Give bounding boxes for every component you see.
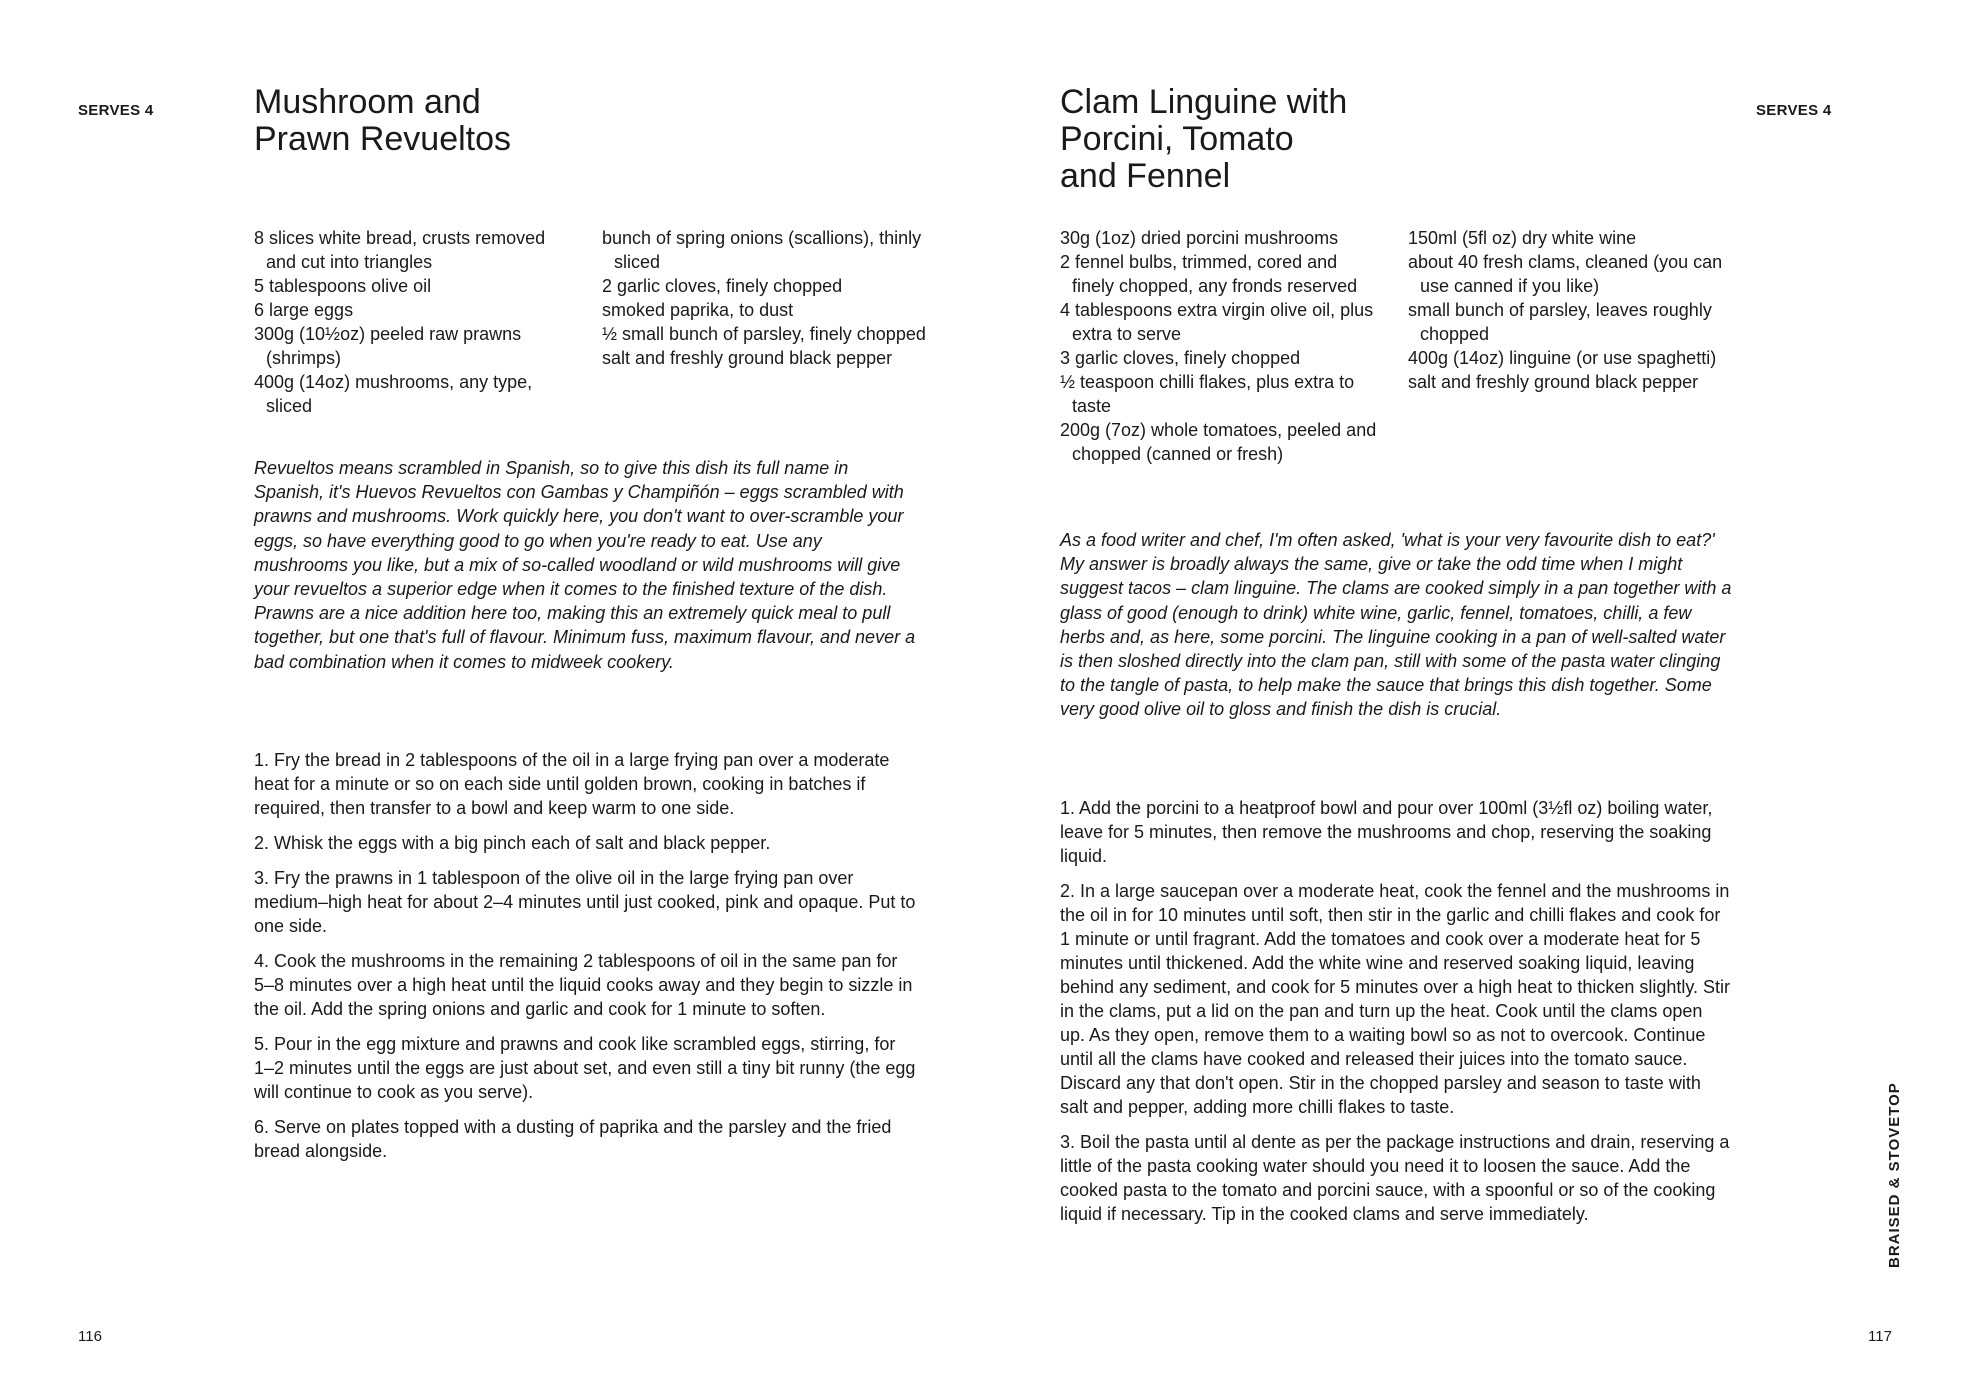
method-step: 5. Pour in the egg mixture and prawns and cook like scrambled eggs, stirring, for 1–2 minutes until the eggs are just about set, and even still a tiny bit runny (the egg will continue to cook as you serve). <box>254 1034 916 1102</box>
ingredient-item: 4 tablespoons extra virgin olive oil, plus extra to serve <box>1060 300 1374 344</box>
title-line: Mushroom and <box>254 83 481 121</box>
ingredient-item: ½ teaspoon chilli flakes, plus extra to taste <box>1060 372 1355 416</box>
section-label-vertical: BRAISED & STOVETOP <box>1886 1082 1903 1268</box>
ingredient-item: 400g (14oz) linguine (or use spaghetti) <box>1408 348 1717 368</box>
title-line: Porcini, Tomato <box>1060 120 1294 158</box>
ingredient-item: 2 garlic cloves, finely chopped <box>602 276 843 296</box>
ingredient-item: 30g (1oz) dried porcini mushrooms <box>1060 228 1339 248</box>
method-step: 2. Whisk the eggs with a big pinch each of salt and black pepper. <box>254 833 771 853</box>
method-step: 1. Fry the bread in 2 tablespoons of the oil in a large frying pan over a moderate heat for a minute or so on each side until golden brown, cooking in batches if required, then transfer to a bowl and keep warm to one side. <box>254 750 890 818</box>
serves-label-right: SERVES 4 <box>1756 102 1832 119</box>
recipe-title-left <box>254 84 511 158</box>
ingredient-item: 5 tablespoons olive oil <box>254 276 432 296</box>
ingredient-item: 300g (10½oz) peeled raw prawns (shrimps) <box>254 324 522 368</box>
ingredient-item: 6 large eggs <box>254 300 354 320</box>
recipe-title-right <box>1060 84 1347 195</box>
ingredient-item: about 40 fresh clams, cleaned (you can use canned if you like) <box>1408 252 1723 296</box>
serves-label-left: SERVES 4 <box>78 102 154 119</box>
recipe-intro-right: As a food writer and chef, I'm often asked, 'what is your very favourite dish to eat?' My answer is broadly always the same, give or take the odd time when I might suggest tacos – clam linguine. The clams are cooked simply in a pan together with a glass of good (enough to drink) white wine, garlic, fennel, tomatoes, chilli, a few herbs and, as here, some porcini. The linguine cooking in a pan of well-salted water is then sloshed directly into the clam pan, still with some of the pasta water clinging to the tangle of pasta, to help make the sauce that brings this dish together. Some very good olive oil to gloss and finish the dish is crucial. <box>1060 530 1732 720</box>
method-steps-left <box>254 748 920 1174</box>
ingredient-item: 3 garlic cloves, finely chopped <box>1060 348 1301 368</box>
method-step: 6. Serve on plates topped with a dusting of paprika and the parsley and the fried bread alongside. <box>254 1117 892 1161</box>
ingredient-item: 150ml (5fl oz) dry white wine <box>1408 228 1637 248</box>
ingredients-list-right-col1 <box>1060 226 1378 466</box>
ingredient-item: salt and freshly ground black pepper <box>602 348 893 368</box>
page-number-left: 116 <box>78 1328 102 1345</box>
method-step: 2. In a large saucepan over a moderate heat, cook the fennel and the mushrooms in the oil in for 10 minutes until soft, then stir in the garlic and chilli flakes and cook for 1 minute or until fragrant. Add the tomatoes and cook over a moderate heat for 5 minutes until thickened. Add the white wine and reserved soaking liquid, leaving behind any sediment, and cook for 5 minutes over a high heat to thicken slightly. Stir in the clams, put a lid on the pan and turn up the heat. Cook until the clams open up. As they open, remove them to a waiting bowl so as not to overcook. Continue until all the clams have cooked and released their juices into the tomato sauce. Discard any that don't open. Stir in the chopped parsley and season to taste with salt and pepper, adding more chilli flakes to taste. <box>1060 881 1731 1117</box>
ingredient-item: small bunch of parsley, leaves roughly chopped <box>1408 300 1712 344</box>
title-line: Clam Linguine with <box>1060 83 1348 121</box>
ingredient-item: salt and freshly ground black pepper <box>1408 372 1699 392</box>
ingredient-item: 8 slices white bread, crusts removed and cut into triangles <box>254 228 546 272</box>
ingredient-item: 2 fennel bulbs, trimmed, cored and finely chopped, any fronds reserved <box>1060 252 1358 296</box>
ingredient-item: 200g (7oz) whole tomatoes, peeled and chopped (canned or fresh) <box>1060 420 1377 464</box>
method-step: 1. Add the porcini to a heatproof bowl and pour over 100ml (3½fl oz) boiling water, leave for 5 minutes, then remove the mushrooms and chop, reserving the soaking liquid. <box>1060 798 1713 866</box>
recipe-intro-left: Revueltos means scrambled in Spanish, so to give this dish its full name in Spanish, it's Huevos Revueltos con Gambas y Champiñón – eggs scrambled with prawns and mushrooms. Work quickly here, you don't want to over-scramble your eggs, so have everything good to go when you're ready to eat. Use any mushrooms you like, but a mix of so-called woodland or wild mushrooms will give your revueltos a superior edge when it comes to the finished texture of the dish. Prawns are a nice addition here too, making this an extremely quick meal to pull together, but one that's full of flavour. Minimum fuss, maximum flavour, and never a bad combination when it comes to midweek cookery. <box>254 458 916 672</box>
method-steps-right <box>1060 796 1732 1237</box>
ingredient-item: bunch of spring onions (scallions), thinly sliced <box>602 228 922 272</box>
ingredients-list-left-col2 <box>602 226 932 370</box>
ingredients-list-right-col2 <box>1408 226 1738 394</box>
ingredient-item: ½ small bunch of parsley, finely chopped <box>602 324 926 344</box>
method-step: 3. Boil the pasta until al dente as per the package instructions and drain, reserving a little of the pasta cooking water should you need it to loosen the sauce. Add the cooked pasta to the tomato and porcini sauce, with a spoonful or so of the cooking liquid if necessary. Tip in the cooked clams and serve immediately. <box>1060 1132 1730 1224</box>
method-step: 4. Cook the mushrooms in the remaining 2 tablespoons of oil in the same pan for 5–8 minutes over a high heat until the liquid cooks away and they begin to sizzle in the oil. Add the spring onions and garlic and cook for 1 minute to soften. <box>254 951 913 1019</box>
title-line: Prawn Revueltos <box>254 120 512 158</box>
ingredients-list-left-col1 <box>254 226 574 418</box>
ingredient-item: smoked paprika, to dust <box>602 300 794 320</box>
title-line: and Fennel <box>1060 157 1231 195</box>
method-step: 3. Fry the prawns in 1 tablespoon of the olive oil in the large frying pan over medium–high heat for about 2–4 minutes until just cooked, pink and opaque. Put to one side. <box>254 868 916 936</box>
ingredient-item: 400g (14oz) mushrooms, any type, sliced <box>254 372 533 416</box>
page-number-right: 117 <box>1868 1328 1892 1345</box>
